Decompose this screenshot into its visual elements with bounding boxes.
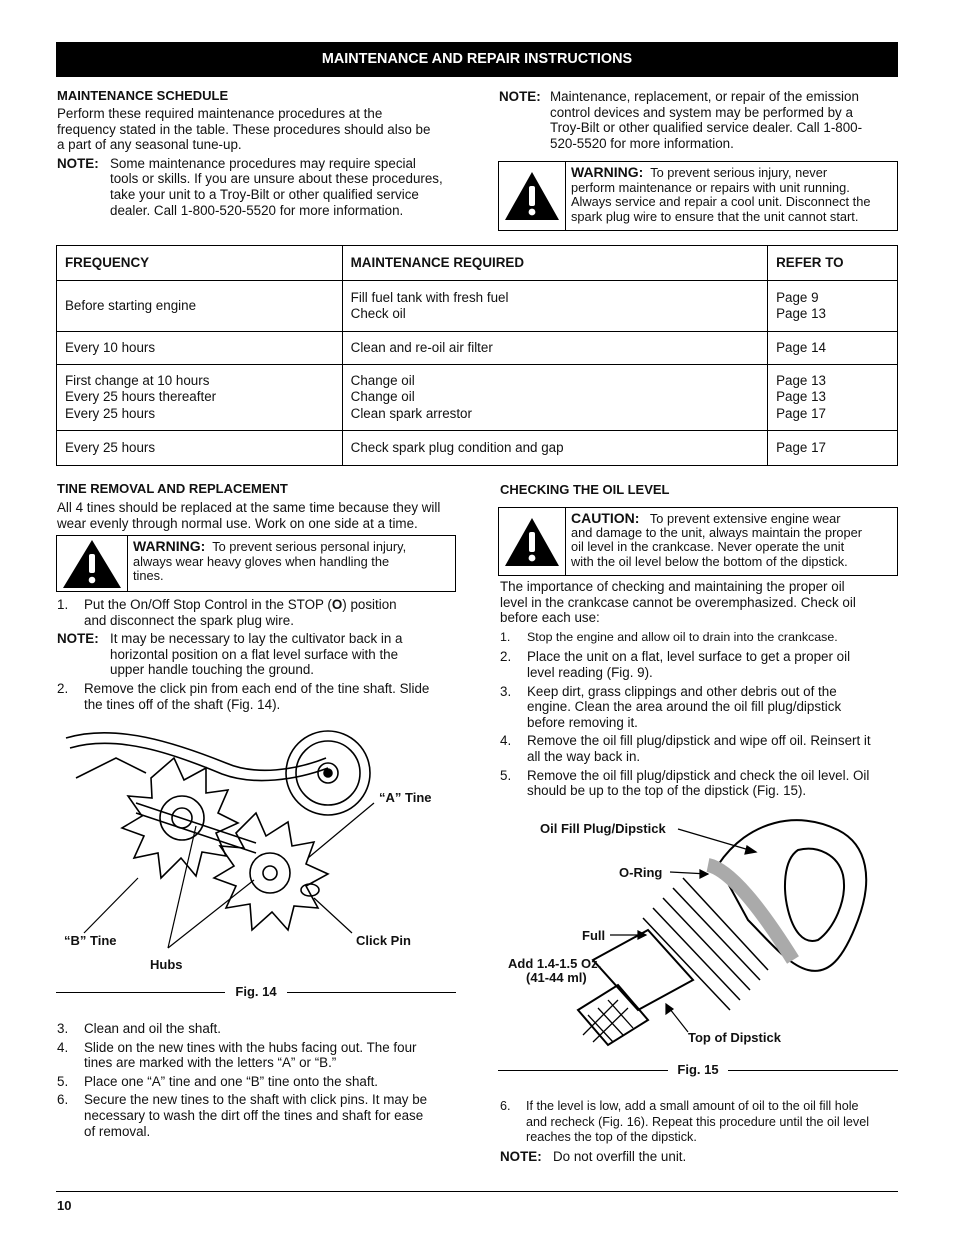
step-number: 4. <box>57 1039 69 1055</box>
cell-line: Page 13 <box>776 306 826 321</box>
text-fragment: Put the On/Off Stop Control in the STOP ( <box>84 597 332 612</box>
text-line: To prevent serious personal injury, <box>212 539 407 554</box>
text-line: take your unit to a Troy-Bilt or other qualified service <box>110 186 419 202</box>
note-label: NOTE: <box>57 155 99 171</box>
text-line: All 4 tines should be replaced at the same time because they will <box>57 500 441 515</box>
step-number: 1. <box>57 597 69 612</box>
cell-line: Change oil <box>350 389 415 405</box>
text-line: Troy-Bilt or other qualified service dealer. Call 1-800- <box>550 120 863 136</box>
cell-line: Page 17 <box>776 439 826 455</box>
list-item <box>57 1092 467 1139</box>
cell-line: Clean spark arrestor <box>350 405 472 421</box>
text-line: Always service and repair a cool unit. Disconnect the <box>571 194 871 209</box>
table-cell <box>57 281 343 332</box>
table-row <box>57 365 898 431</box>
page-number: 10 <box>57 1198 72 1213</box>
text-line: The importance of checking and maintaining the proper oil <box>500 579 845 594</box>
table-cell <box>768 431 898 466</box>
cell-line: Every 25 hours thereafter <box>65 389 217 405</box>
step-number: 1. <box>500 629 511 644</box>
table-cell <box>57 431 343 466</box>
text-line: of removal. <box>84 1123 151 1139</box>
cell-line: Clean and re-oil air filter <box>350 339 493 355</box>
text-line: control devices and system may be performed by a <box>550 104 853 120</box>
cell-line: Every 25 hours <box>65 405 156 421</box>
schedule-intro <box>57 106 467 153</box>
list-item <box>500 684 900 731</box>
warning-triangle-icon <box>499 508 566 575</box>
text-line: Perform these required maintenance procedures at the <box>57 106 383 121</box>
text-line: Remove the click pin from each end of the tine shaft. Slide <box>84 680 430 696</box>
text-line: Keep dirt, grass clippings and other debris out of the <box>527 683 837 699</box>
text-line: To prevent extensive engine wear <box>649 511 841 526</box>
text-line: spark plug wire to ensure that the unit cannot start. <box>571 208 859 224</box>
table-cell <box>342 365 767 431</box>
label-click-pin: Click Pin <box>356 933 411 948</box>
text-line: the tines off of the shaft (Fig. 14). <box>84 696 281 712</box>
note-label: NOTE: <box>57 631 99 647</box>
text-line: Some maintenance procedures may require special <box>110 155 416 171</box>
list-item <box>57 1040 467 1071</box>
caution-text <box>566 508 867 575</box>
cell-line: Page 13 <box>776 389 826 405</box>
text-line: dealer. Call 1-800-520-5520 for more information. <box>110 202 404 218</box>
label-top-of-dipstick: Top of Dipstick <box>688 1030 781 1045</box>
maintenance-schedule-table <box>56 245 898 466</box>
table-cell <box>57 332 343 365</box>
step-number: 6. <box>57 1092 69 1108</box>
tine-heading: TINE REMOVAL AND REPLACEMENT <box>57 481 288 496</box>
figure-rule <box>56 992 225 993</box>
table-cell <box>57 365 343 431</box>
dipstick-illustration <box>498 810 898 1060</box>
list-item <box>500 649 900 680</box>
text-line: tines are marked with the letters “A” or “B.” <box>84 1055 337 1071</box>
emission-note <box>499 89 899 151</box>
table-row <box>57 281 898 332</box>
warning-triangle-icon <box>57 536 128 591</box>
cell-line: Fill fuel tank with fresh fuel <box>350 289 509 305</box>
cell-line: Every 10 hours <box>65 339 156 355</box>
text-line: Clean and oil the shaft. <box>84 1021 221 1036</box>
text-line: always wear heavy gloves when handling the <box>133 553 390 569</box>
table-cell <box>768 365 898 431</box>
step-number: 5. <box>57 1073 69 1089</box>
schedule-heading: MAINTENANCE SCHEDULE <box>57 88 229 103</box>
cell-line: Before starting engine <box>65 297 197 313</box>
maintenance-schedule-section <box>57 88 467 218</box>
tine-section <box>57 481 467 531</box>
footer-rule <box>56 1191 898 1192</box>
text-line: Remove the oil fill plug/dipstick and check the oil level. Oil <box>527 767 870 783</box>
label-b-tine: “B” Tine <box>64 933 117 948</box>
figure-14-caption: Fig. 14 <box>235 984 277 999</box>
text-line: and recheck (Fig. 16). Repeat this procedure until the oil level <box>526 1114 870 1129</box>
text-line: reaches the top of the dipstick. <box>526 1130 697 1145</box>
text-line: Secure the new tines to the shaft with click pins. It may be <box>84 1092 428 1108</box>
figure-15-dipstick <box>498 810 898 1065</box>
label-add-amount-metric: (41-44 ml) <box>526 970 587 985</box>
table-cell <box>768 332 898 365</box>
warning-box-tines <box>56 535 456 592</box>
oil-heading: CHECKING THE OIL LEVEL <box>500 482 670 497</box>
text-line: Maintenance, replacement, or repair of the emission <box>550 89 859 104</box>
text-line: upper handle touching the ground. <box>110 662 314 678</box>
text-line: Slide on the new tines with the hubs facing out. The four <box>84 1039 417 1055</box>
text-line: and damage to the unit, always maintain the proper <box>571 525 862 541</box>
oil-step-6-and-note <box>500 1099 900 1164</box>
text-line: wear evenly through normal use. Work on one side at a time. <box>57 515 418 531</box>
cell-line: Every 25 hours <box>65 439 156 455</box>
label-full: Full <box>582 928 606 943</box>
text-line: before each use: <box>500 610 600 626</box>
text-line: before removing it. <box>527 714 638 730</box>
text-line: necessary to wash the dirt off the tines and shaft for ease <box>84 1107 424 1123</box>
text-line: with the oil level below the bottom of the dipstick. <box>571 553 848 569</box>
step-number: 3. <box>500 683 512 699</box>
tine-steps-3-6 <box>57 1021 467 1139</box>
text-line: engine. Clean the area around the oil fill plug/dipstick <box>527 699 842 715</box>
text-line: Do not overfill the unit. <box>553 1148 687 1164</box>
text-line: 520-5520 for more information. <box>550 135 734 151</box>
label-hubs: Hubs <box>150 957 183 972</box>
note-label: NOTE: <box>500 1148 542 1164</box>
stop-letter: O <box>331 597 343 612</box>
text-fragment: ) position <box>342 597 397 612</box>
table-header-row <box>57 246 898 281</box>
text-line: To prevent serious injury, never <box>650 165 828 180</box>
column-header: FREQUENCY <box>57 246 343 281</box>
column-header: MAINTENANCE REQUIRED <box>342 246 767 281</box>
cell-line: First change at 10 hours <box>65 372 210 388</box>
text-line: Place one “A” tine and one “B” tine onto the shaft. <box>84 1073 379 1089</box>
step-number: 2. <box>500 649 512 665</box>
text-line: and disconnect the spark plug wire. <box>84 612 294 628</box>
list-item <box>57 1074 467 1090</box>
text-line: If the level is low, add a small amount of oil to the oil fill hole <box>526 1099 859 1113</box>
table-cell <box>342 431 767 466</box>
step-number: 3. <box>57 1021 69 1036</box>
text-line: Place the unit on a flat, level surface to get a proper oil <box>527 649 851 665</box>
text-line: all the way back in. <box>527 748 641 764</box>
oil-intro-and-steps <box>500 579 900 799</box>
cell-line: Page 9 <box>776 289 819 305</box>
text-line: oil level in the crankcase. Never operate the unit <box>571 539 845 555</box>
text-line: frequency stated in the table. These procedures should also be <box>57 121 431 137</box>
figure-rule <box>287 992 456 993</box>
figure-14-tine-assembly <box>56 718 456 993</box>
cell-line: Check spark plug condition and gap <box>350 439 564 455</box>
overfill-note <box>500 1149 900 1165</box>
cell-line: Check oil <box>350 306 406 321</box>
cell-line: Page 17 <box>776 405 826 421</box>
text-line: Stop the engine and allow oil to drain into the crankcase. <box>527 629 838 644</box>
warning-box-service <box>498 161 898 231</box>
list-item <box>57 681 467 712</box>
label-o-ring: O-Ring <box>619 865 663 880</box>
schedule-note <box>57 156 467 172</box>
text-line: perform maintenance or repairs with unit running. <box>571 179 850 195</box>
text-line: level in the crankcase cannot be overemphasized. Check oil <box>500 594 856 610</box>
table-cell <box>768 281 898 332</box>
list-item <box>500 630 900 646</box>
cell-line: Change oil <box>350 372 415 388</box>
figure-rule <box>498 1070 668 1071</box>
tine-steps-1-2 <box>57 597 467 712</box>
schedule-note-continued <box>57 171 467 218</box>
cell-line: Page 14 <box>776 339 826 355</box>
text-line: should be up to the top of the dipstick (Fig. 15). <box>527 783 807 799</box>
warning-label: WARNING: <box>571 164 644 180</box>
list-item <box>57 1021 467 1037</box>
note-label: NOTE: <box>499 89 541 104</box>
warning-triangle-icon <box>499 162 566 230</box>
caution-label: CAUTION: <box>571 510 640 526</box>
figure-15-caption: Fig. 15 <box>677 1062 719 1077</box>
label-a-tine: “A” Tine <box>379 790 432 805</box>
caution-box-oil <box>498 507 898 576</box>
step-number: 5. <box>500 767 512 783</box>
list-item <box>500 768 900 799</box>
table-row <box>57 332 898 365</box>
cell-line: Page 13 <box>776 372 826 388</box>
list-item <box>500 733 900 764</box>
list-item <box>500 1099 900 1146</box>
warning-text <box>128 536 411 591</box>
text-line: level reading (Fig. 9). <box>527 664 653 680</box>
warning-text <box>566 162 875 230</box>
label-add-amount: Add 1.4-1.5 Oz. <box>508 956 602 971</box>
tine-note <box>57 631 467 678</box>
warning-label: WARNING: <box>133 538 206 554</box>
text-line: tools or skills. If you are unsure about these procedures, <box>110 171 443 187</box>
figure-rule <box>728 1070 898 1071</box>
text-line: tines. <box>133 568 164 583</box>
text-line: Remove the oil fill plug/dipstick and wipe off oil. Reinsert it <box>527 733 871 749</box>
text-line: a part of any seasonal tune-up. <box>57 137 242 153</box>
table-cell <box>342 281 767 332</box>
label-oil-fill-plug: Oil Fill Plug/Dipstick <box>540 821 666 836</box>
table-cell <box>342 332 767 365</box>
step-number: 4. <box>500 733 512 749</box>
step-number: 6. <box>500 1099 511 1113</box>
section-header-bar <box>56 42 898 77</box>
list-item <box>57 597 467 628</box>
text-line: It may be necessary to lay the cultivator back in a <box>110 631 403 647</box>
page-title: MAINTENANCE AND REPAIR INSTRUCTIONS <box>321 51 633 67</box>
table-row <box>57 431 898 466</box>
column-header: REFER TO <box>768 246 898 281</box>
step-number: 2. <box>57 680 69 696</box>
text-line: horizontal position on a flat level surface with the <box>110 646 399 662</box>
